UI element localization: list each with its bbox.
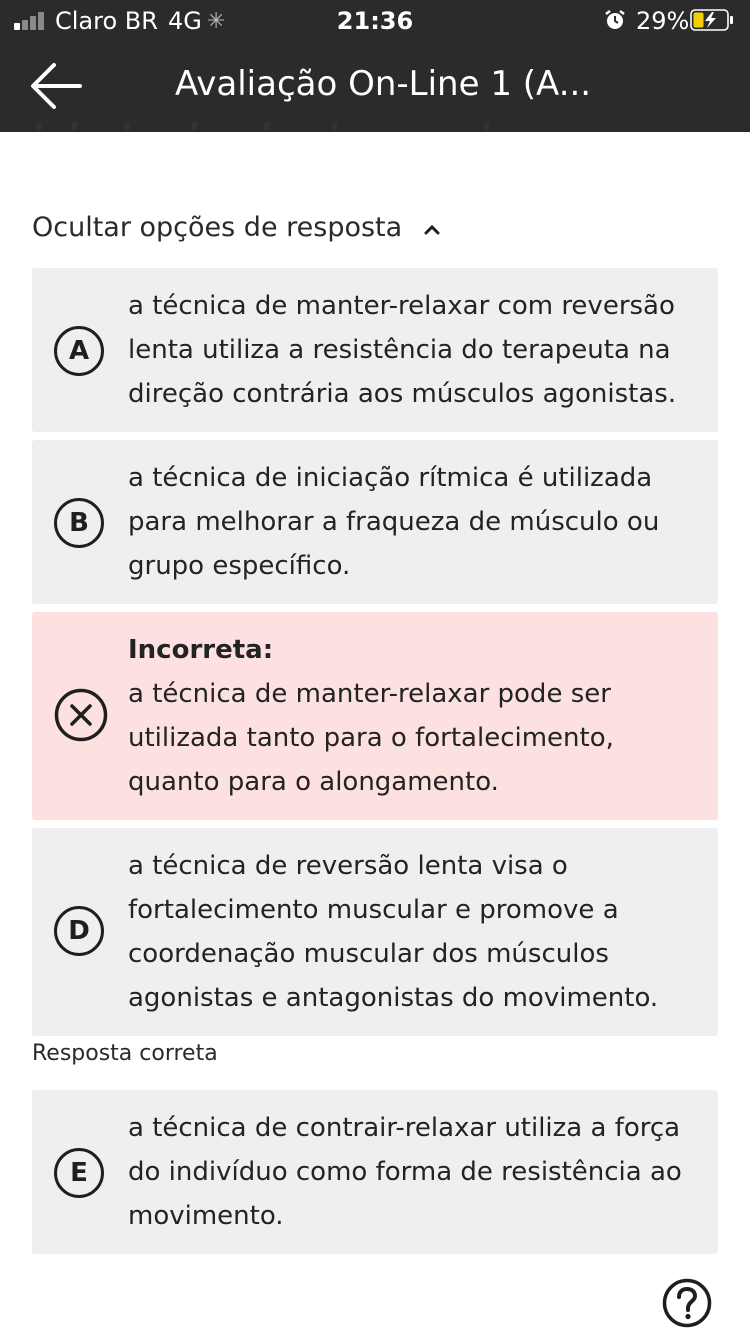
battery-percentage: 29%	[636, 7, 690, 35]
network-type: 4G	[168, 7, 202, 35]
hide-options-toggle[interactable]	[32, 212, 441, 243]
answer-option-a[interactable]	[32, 268, 718, 432]
option-letter-badge: D	[54, 906, 104, 956]
loading-spinner-icon: ✳	[207, 9, 226, 34]
chevron-up-icon	[423, 222, 441, 236]
carrier-name: Claro BR	[55, 7, 158, 35]
option-text: a técnica de manter-relaxar pode ser utilizada tanto para o fortalecimento, quanto para o alongamento.	[128, 679, 614, 797]
option-text: a técnica de reversão lenta visa o fortalecimento muscular e promove a coordenação muscular dos músculos agonistas e antagonistas do movimento.	[128, 851, 659, 1013]
status-bar	[0, 0, 750, 40]
cutoff-question-text	[32, 110, 512, 132]
close-circle-icon	[54, 688, 108, 742]
page-title: Avaliação On-Line 1 (A...	[175, 64, 592, 104]
answer-option-c-incorrect[interactable]	[32, 612, 718, 820]
option-letter-badge: A	[54, 326, 104, 376]
status-time: 21:36	[336, 7, 414, 35]
answer-option-b[interactable]	[32, 440, 718, 604]
option-text: a técnica de manter-relaxar com reversão lenta utiliza a resistência do terapeuta na direção contrária aos músculos agonistas.	[128, 291, 677, 409]
answer-option-d[interactable]	[32, 828, 718, 1036]
option-letter-badge: B	[54, 498, 104, 548]
option-text: a técnica de contrair-relaxar utiliza a força do indivíduo como forma de resistência ao movimento.	[128, 1113, 682, 1231]
help-question-icon[interactable]	[662, 1278, 712, 1328]
alarm-icon	[604, 9, 626, 31]
answer-option-e[interactable]	[32, 1090, 718, 1254]
correct-answer-caption: Resposta correta	[32, 1041, 218, 1066]
back-arrow-icon[interactable]	[28, 60, 84, 112]
toggle-label: Ocultar opções de resposta	[32, 212, 403, 243]
incorrect-label: Incorreta:	[128, 635, 274, 665]
option-content	[128, 628, 698, 804]
option-letter-badge: E	[54, 1148, 104, 1198]
option-text: a técnica de iniciação rítmica é utilizada para melhorar a fraqueza de músculo ou grupo específico.	[128, 463, 660, 581]
battery-charging-icon	[690, 9, 734, 31]
